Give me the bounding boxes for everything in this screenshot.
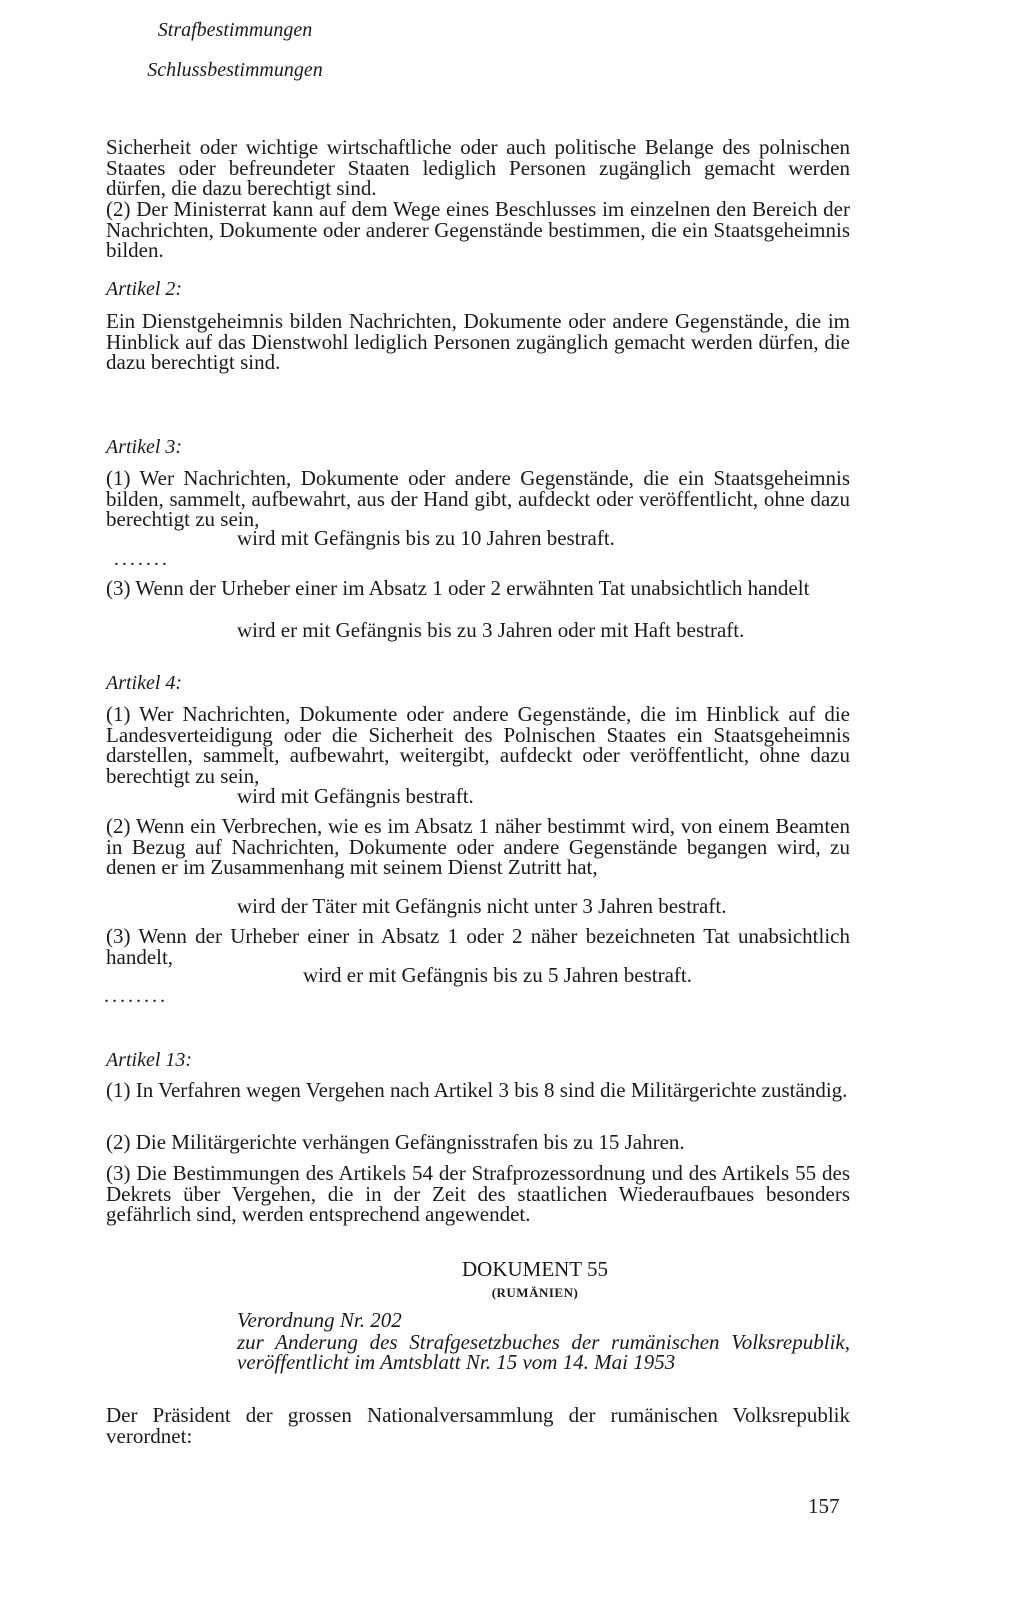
article-2-label: Artikel 2: — [106, 278, 183, 300]
intro-paragraph-2: (2) Der Ministerrat kann auf dem Wege eines Beschlusses im einzelnen den Bereich der Nachrichten, Dokumente oder anderer Gegenstände bestimmen, die ein Staatsgeheimnis bilden. — [106, 197, 850, 262]
document-country: (RUMÄNIEN) — [491, 1285, 579, 1300]
article-3-para-1-penalty: wird mit Gefängnis bis zu 10 Jahren bestraft. — [237, 526, 615, 550]
intro-paragraph: Sicherheit oder wichtige wirtschaftliche oder auch politische Belange des polnischen Staates oder befreundeter Staaten lediglich Personen zugänglich gemacht werden dürfen, die dazu berechtigt sind. — [106, 135, 850, 200]
decree-title: Verordnung Nr. 202 — [237, 1308, 402, 1332]
article-3-para-1: (1) Wer Nachrichten, Dokumente oder andere Gegenstände, die ein Staatsgeheimnis bilden, sammelt, aufbewahrt, aus der Hand gibt, aufdeckt oder veröffentlicht, ohne dazu berechtigt zu sein, — [106, 466, 850, 531]
ellipsis: ....... — [114, 548, 170, 570]
article-13-label: Artikel 13: — [106, 1049, 193, 1071]
section-heading-final-provisions: Schlussbestimmungen — [147, 59, 323, 81]
article-4-para-3: (3) Wenn der Urheber einer in Absatz 1 oder 2 näher bezeichneten Tat unabsichtlich handelt, — [106, 924, 850, 969]
article-4-para-1-penalty: wird mit Gefängnis bestraft. — [237, 784, 474, 808]
article-2-text: Ein Dienstgeheimnis bilden Nachrichten, Dokumente oder andere Gegenstände, die im Hinblick auf das Dienstwohl lediglich Personen zugänglich gemacht werden dürfen, die dazu berechtigt sind. — [106, 309, 850, 374]
document-title: DOKUMENT 55 — [461, 1257, 609, 1281]
article-3-para-3: (3) Wenn der Urheber einer im Absatz 1 oder 2 erwähnten Tat unabsichtlich handelt — [106, 576, 810, 600]
ellipsis: ........ — [104, 985, 168, 1007]
article-13-para-3: (3) Die Bestimmungen des Artikels 54 der Strafprozessordnung und des Artikels 55 des Dekrets über Vergehen, die in der Zeit des staatlichen Wiederaufbaues besonders gefährlich sind, werden entsprechend angewendet. — [106, 1161, 850, 1226]
final-paragraph: Der Präsident der grossen Nationalversammlung der rumänischen Volksrepublik verordnet: — [106, 1403, 850, 1448]
article-4-para-1: (1) Wer Nachrichten, Dokumente oder andere Gegenstände, die im Hinblick auf die Landesverteidigung oder die Sicherheit des Polnischen Staates ein Staatsgeheimnis darstellen, sammelt, aufbewahrt, weitergibt, aufdeckt oder veröffentlicht, ohne dazu berechtigt zu sein, — [106, 702, 850, 788]
article-4-para-2-penalty: wird der Täter mit Gefängnis nicht unter 3 Jahren bestraft. — [237, 894, 727, 918]
article-13-para-2: (2) Die Militärgerichte verhängen Gefängnisstrafen bis zu 15 Jahren. — [106, 1130, 685, 1154]
article-13-para-1: (1) In Verfahren wegen Vergehen nach Artikel 3 bis 8 sind die Militärgerichte zuständig. — [106, 1078, 848, 1102]
article-4-para-3-penalty: wird er mit Gefängnis bis zu 5 Jahren bestraft. — [303, 963, 692, 987]
page-number: 157 — [808, 1494, 840, 1518]
decree-description: zur Anderung des Strafgesetzbuches der rumänischen Volksrepublik, veröffentlicht im Amtsblatt Nr. 15 vom 14. Mai 1953 — [237, 1330, 850, 1374]
article-3-label: Artikel 3: — [106, 436, 183, 458]
section-heading-penalties: Strafbestimmungen — [157, 19, 313, 41]
article-4-label: Artikel 4: — [106, 672, 183, 694]
article-3-para-3-penalty: wird er mit Gefängnis bis zu 3 Jahren oder mit Haft bestraft. — [237, 618, 745, 642]
article-4-para-2: (2) Wenn ein Verbrechen, wie es im Absatz 1 näher bestimmt wird, von einem Beamten in Bezug auf Nachrichten, Dokumente oder andere Gegenstände begangen wird, zu denen er im Zusammenhang mit seinem Dienst Zutritt hat, — [106, 814, 850, 879]
